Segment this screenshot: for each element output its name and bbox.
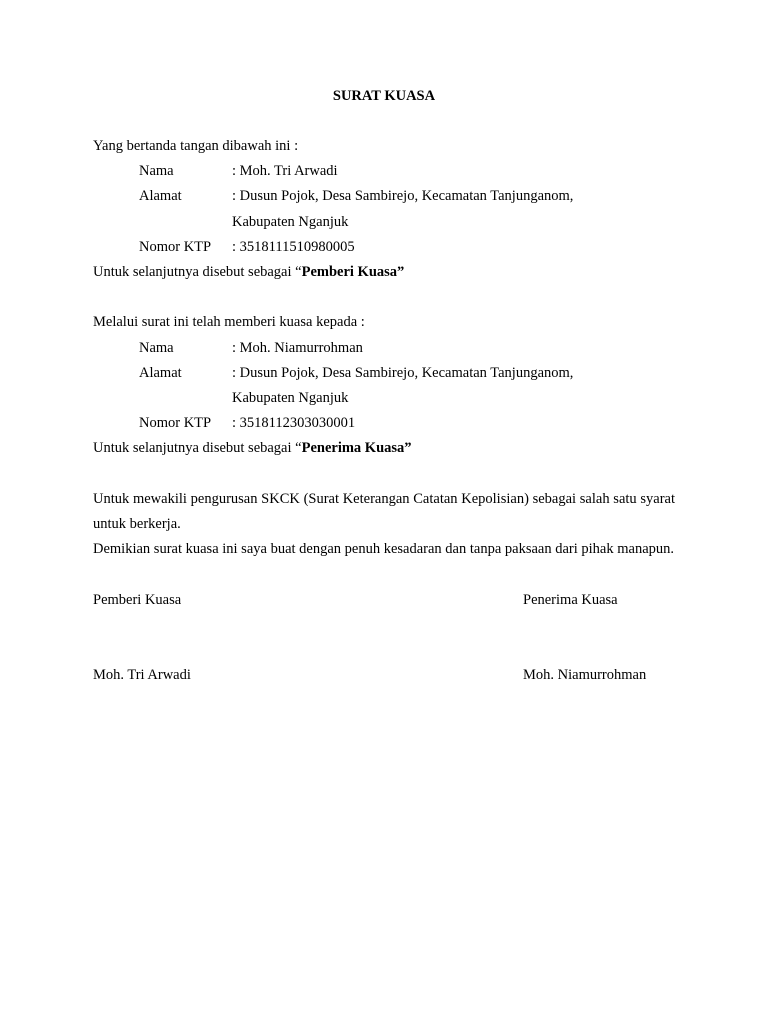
intro-text: Yang bertanda tangan dibawah ini : [93,138,299,154]
document-title: SURAT KUASA [332,88,436,104]
receiver-address-row [93,361,675,386]
spacer [93,562,675,587]
purpose-paragraph: Untuk mewakili pengurusan SKCK (Surat Keterangan Catatan Kepolisian) sebagai salah satu syarat untuk berkerja. [93,490,675,533]
receiver-role-label: Penerima Kuasa [523,591,618,608]
receiver-address-continuation: Kabupaten Nganjuk [232,390,349,407]
receiver-name-row [93,336,675,361]
receiver-referred-bold: Penerima Kuasa” [301,440,412,457]
transfer-intro-text: Melalui surat ini telah memberi kuasa kepada : [93,314,365,331]
giver-role-label: Pemberi Kuasa [93,591,182,608]
receiver-ktp-value: : 3518112303030001 [232,415,356,432]
giver-address-label: Alamat [139,188,182,205]
giver-address-continuation: Kabupaten Nganjuk [232,213,349,230]
giver-referred-prefix: Untuk selanjutnya disebut sebagai “ [93,264,302,281]
signature-space [93,613,675,663]
giver-name-label: Nama [139,163,174,180]
closing-paragraph: Demikian surat kuasa ini saya buat dengan penuh kesadaran dan tanpa paksaan dari pihak manapun. [93,541,675,558]
giver-address-row [93,184,675,209]
receiver-referred-prefix: Untuk selanjutnya disebut sebagai “ [93,440,302,457]
signature-names-row [93,663,675,688]
giver-name-row [93,159,675,184]
document-page [93,84,675,688]
receiver-address-value: : Dusun Pojok, Desa Sambirejo, Kecamatan Tanjunganom, [232,364,574,381]
spacer [93,285,675,310]
giver-name-value: : Moh. Tri Arwadi [232,163,338,180]
receiver-signature-name: Moh. Niamurrohman [523,666,647,683]
giver-ktp-row [93,235,675,260]
spacer [93,462,675,487]
giver-address-value: : Dusun Pojok, Desa Sambirejo, Kecamatan Tanjunganom, [232,188,574,205]
receiver-name-label: Nama [139,339,174,356]
giver-ktp-label: Nomor KTP [139,238,212,255]
giver-referred-line [93,260,675,285]
receiver-name-value: : Moh. Niamurrohman [232,339,363,356]
receiver-address-label: Alamat [139,364,182,381]
receiver-referred-line [93,436,675,461]
receiver-ktp-row [93,411,675,436]
giver-referred-bold: Pemberi Kuasa” [301,264,405,281]
receiver-ktp-label: Nomor KTP [139,415,212,432]
giver-signature-name: Moh. Tri Arwadi [93,666,191,683]
signature-roles-row [93,588,675,613]
giver-ktp-value: : 3518111510980005 [232,238,355,255]
